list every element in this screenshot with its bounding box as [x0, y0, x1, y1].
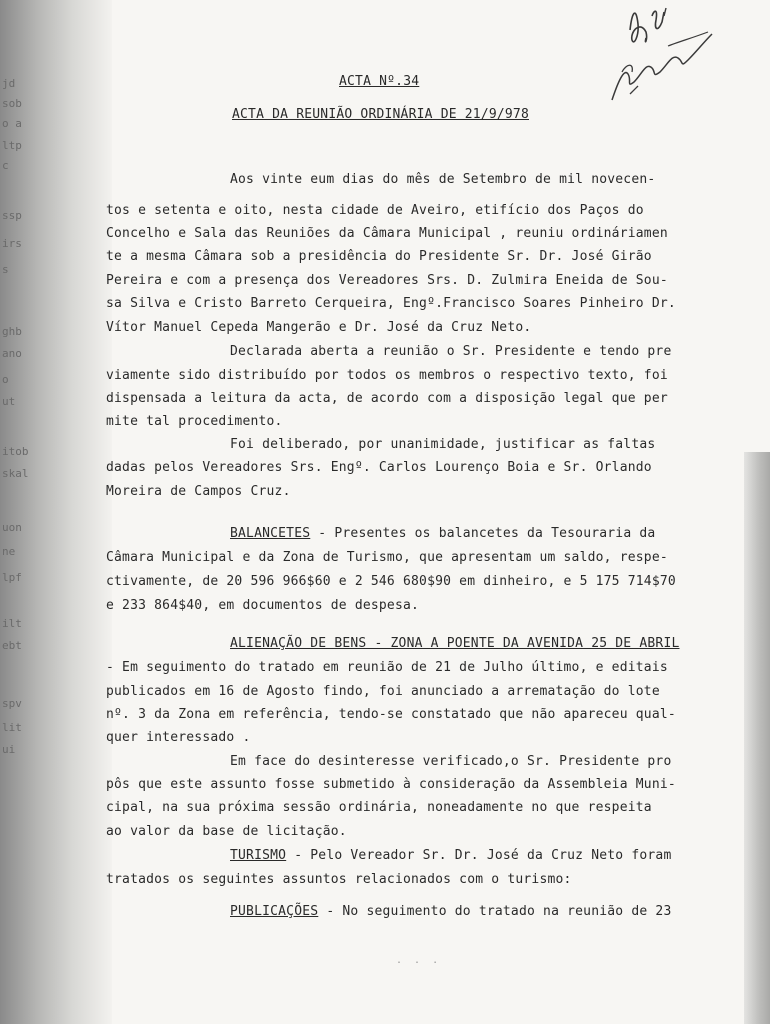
- text-line: dispensada a leitura da acta, de acordo com a disposição legal que per: [106, 391, 668, 406]
- text-line: Em face do desinteresse verificado,o Sr. Presidente pro: [230, 754, 672, 769]
- text-run: - Pelo Vereador Sr. Dr. José da Cruz Neto foram: [286, 848, 672, 863]
- text-line: pôs que este assunto fosse submetido à consideração da Assembleia Muni-: [106, 777, 676, 792]
- text-line: Moreira de Campos Cruz.: [106, 484, 291, 499]
- text-line: viamente sido distribuído por todos os membros o respectivo texto, foi: [106, 368, 668, 383]
- text-line: tos e setenta e oito, nesta cidade de Aveiro, etifício dos Paços do: [106, 203, 644, 218]
- text-line: te a mesma Câmara sob a presidência do Presidente Sr. Dr. José Girão: [106, 249, 652, 264]
- text-line: ao valor da base de licitação.: [106, 824, 347, 839]
- text-line: Concelho e Sala das Reuniões da Câmara Municipal , reuniu ordináriamen: [106, 226, 668, 241]
- section-turismo: [230, 848, 671, 863]
- section-title: TURISMO: [230, 848, 287, 863]
- text-line: nº. 3 da Zona em referência, tendo-se constatado que não apareceu qual-: [106, 707, 676, 722]
- acta-number: ACTA Nº.34: [339, 74, 420, 89]
- text-line: sa Silva e Cristo Barreto Cerqueira, Engº.Francisco Soares Pinheiro Dr.: [106, 296, 676, 311]
- text-run: - Presentes os balancetes da Tesouraria da: [310, 526, 656, 541]
- section-balancetes: [230, 526, 655, 541]
- text-line: Vítor Manuel Cepeda Mangerão e Dr. José da Cruz Neto.: [106, 320, 532, 335]
- meeting-title: ACTA DA REUNIÃO ORDINÁRIA DE 21/9/978: [232, 107, 529, 122]
- text-line: e 233 864$40, em documentos de despesa.: [106, 598, 420, 613]
- text-line: tratados os seguintes assuntos relacionados com o turismo:: [106, 872, 572, 887]
- section-publicacoes: [230, 904, 671, 919]
- text-line: publicados em 16 de Agosto findo, foi anunciado a arrematação do lote: [106, 684, 660, 699]
- text-line: Pereira e com a presença dos Vereadores Srs. D. Zulmira Eneida de Sou-: [106, 273, 668, 288]
- text-line: cipal, na sua próxima sessão ordinária, noneadamente no que respeita: [106, 800, 652, 815]
- section-title: ALIENAÇÃO DE BENS - ZONA A POENTE DA AVENIDA 25 DE ABRIL: [230, 636, 680, 651]
- text-line: mite tal procedimento.: [106, 414, 283, 429]
- section-title: BALANCETES: [230, 526, 311, 541]
- left-margin-bleed: jd sob o a ltp c ssp irs s ghb ano o ut itob skal uon ne lpf ilt ebt spv lit ui: [2, 77, 29, 756]
- text-line: Câmara Municipal e da Zona de Turismo, que apresentam um saldo, respe-: [106, 550, 668, 565]
- text-line: dadas pelos Vereadores Srs. Engº. Carlos Lourenço Boia e Sr. Orlando: [106, 460, 652, 475]
- text-line: - Em seguimento do tratado em reunião de 21 de Julho último, e editais: [106, 660, 668, 675]
- text-line: ctivamente, de 20 596 966$60 e 2 546 680$90 em dinheiro, e 5 175 714$70: [106, 574, 676, 589]
- section-title: PUBLICAÇÕES: [230, 904, 319, 919]
- text-line: Foi deliberado, por unanimidade, justificar as faltas: [230, 437, 656, 452]
- text-line: quer interessado .: [106, 730, 251, 745]
- page-speck: . . .: [396, 955, 442, 966]
- text-run: - No seguimento do tratado na reunião de 23: [318, 904, 672, 919]
- text-line: Aos vinte eum dias do mês de Setembro de mil novecen-: [230, 172, 656, 187]
- text-line: Declarada aberta a reunião o Sr. Presidente e tendo pre: [230, 344, 672, 359]
